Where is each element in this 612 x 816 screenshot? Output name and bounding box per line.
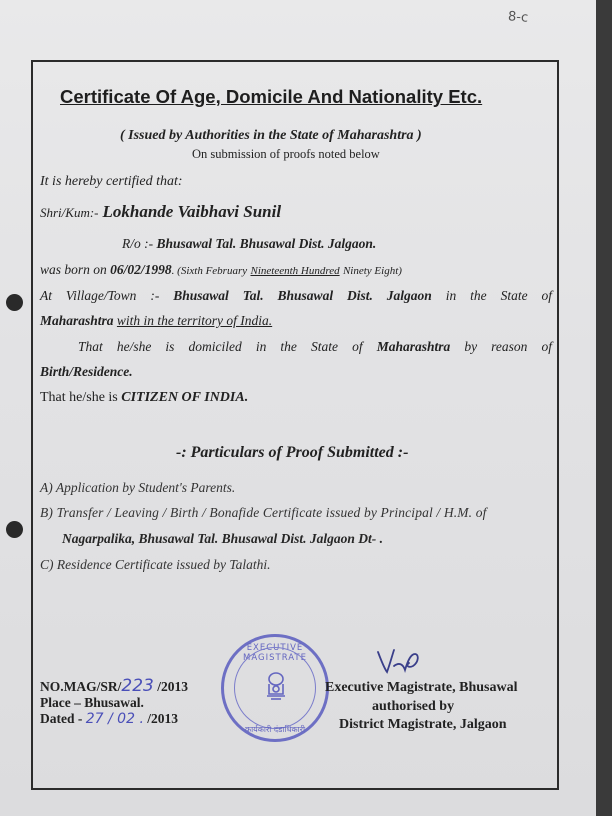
proof-a: A) Application by Student's Parents. <box>40 480 236 495</box>
proof-b-line1: B) Transfer / Leaving / Birth / Bonafide Certificate issued by Principal / H.M. of <box>40 505 487 520</box>
issued-by-text: ( Issued by Authorities in the State of Maharashtra ) <box>120 128 422 143</box>
proof-b-line2: Nagarpalika, Bhusawal Tal. Bhusawal Dist. Jalgaon Dt- . <box>62 531 383 546</box>
territory-row <box>40 313 272 329</box>
name-label: Shri/Kum:- <box>40 205 99 220</box>
dob-words-pre: (Sixth February <box>177 265 248 277</box>
birthplace-suffix: in the State of <box>445 288 552 303</box>
seal-text-top: EXECUTIVE MAGISTRATE <box>243 643 307 663</box>
residence-row <box>122 236 376 252</box>
dated-handwritten: 27 / 02 . <box>85 711 144 727</box>
seal-text-bottom: कार्यकारी दंडाधिकारी <box>244 725 306 734</box>
certified-intro: It is hereby certified that: <box>40 174 183 189</box>
citizen-prefix: That he/she is <box>40 390 118 405</box>
issued-by <box>120 128 422 144</box>
seal-inner-ring <box>234 647 316 729</box>
ref-no-suffix: /2013 <box>157 679 188 694</box>
residence-prefix: R/o :- <box>122 236 154 251</box>
birthplace-state: Maharashtra <box>40 313 114 328</box>
dob-words-post: Ninety Eight) <box>342 265 402 277</box>
territory-text: with in the territory of India. <box>116 313 273 328</box>
dated-suffix: /2013 <box>147 711 179 726</box>
dob-words-underlined: Nineteenth Hundred <box>250 265 340 277</box>
birthplace-row <box>40 288 552 304</box>
national-emblem-icon <box>263 670 289 704</box>
ref-no-prefix: NO.MAG/SR/ <box>40 679 122 694</box>
authority-line1: Executive Magistrate, Bhusawal <box>325 680 518 695</box>
applicant-name: Lokhande Vaibhavi Sunil <box>102 202 282 221</box>
citizen-row <box>40 390 248 406</box>
domicile-prefix: That he/she is domiciled in the State of <box>78 339 363 354</box>
magistrate-signature <box>375 646 425 680</box>
domicile-reason: Birth/Residence. <box>40 364 133 379</box>
citizen-value: CITIZEN OF INDIA. <box>121 390 249 405</box>
authority-line2: authorised by <box>372 699 455 714</box>
submission-note: On submission of proofs noted below <box>192 147 380 161</box>
corner-note: 8-c <box>507 9 529 26</box>
dob-prefix: was born on <box>40 262 107 277</box>
proof-heading: -: Particulars of Proof Submitted :- <box>176 444 409 461</box>
domicile-suffix: by reason of <box>464 339 552 354</box>
dob-row: was born on 06/02/1998. (Sixth February Nineteenth Hundred Ninety Eight) <box>40 262 402 277</box>
dated-prefix: Dated - <box>40 711 83 726</box>
domicile-state: Maharashtra <box>376 339 451 354</box>
punch-hole-top <box>6 294 23 311</box>
dob-date: 06/02/1998 <box>110 262 172 277</box>
birthplace-value: Bhusawal Tal. Bhusawal Dist. Jalgaon <box>173 288 432 303</box>
place: Place – Bhusawal. <box>40 695 144 710</box>
domicile-row <box>78 339 552 355</box>
reference-number <box>40 676 188 696</box>
certificate-title: Certificate Of Age, Domicile And Nationality Etc. <box>60 86 483 107</box>
dated <box>40 711 178 727</box>
punch-hole-bottom <box>6 521 23 538</box>
residence-value: Bhusawal Tal. Bhusawal Dist. Jalgaon. <box>156 236 377 251</box>
authority-line3: District Magistrate, Jalgaon <box>339 717 507 732</box>
official-seal <box>221 634 329 742</box>
applicant-name-row <box>40 202 281 222</box>
ref-no-handwritten: 223 <box>121 676 154 696</box>
birthplace-prefix: At Village/Town :- <box>40 288 160 303</box>
proof-c: C) Residence Certificate issued by Talathi. <box>40 557 271 572</box>
